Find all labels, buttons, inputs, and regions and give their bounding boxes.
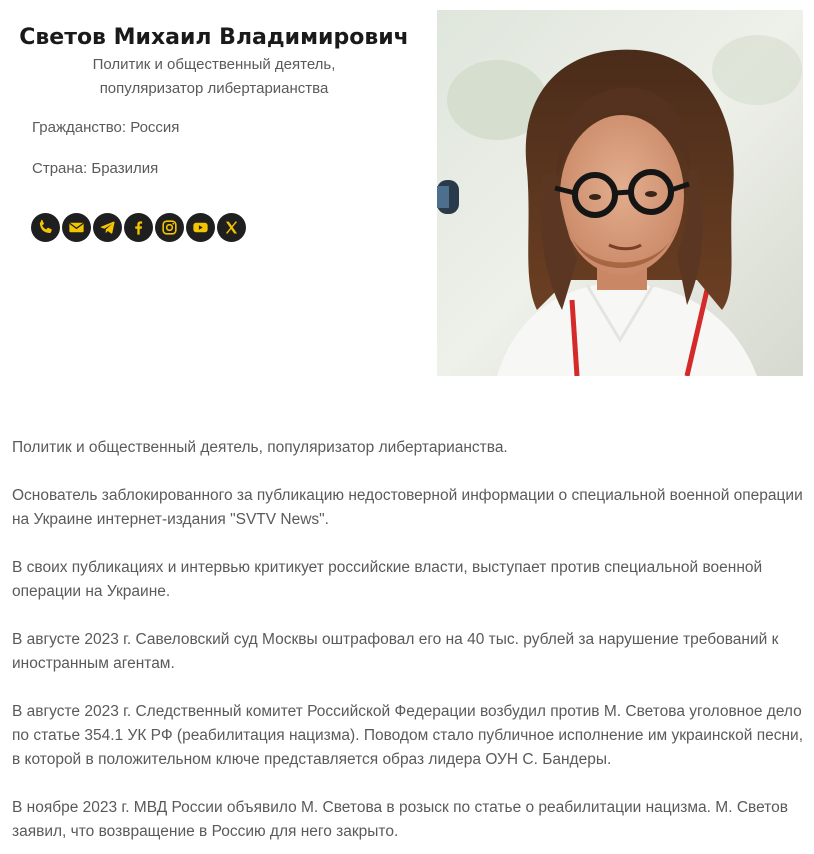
- bio-paragraph: В августе 2023 г. Следственный комитет Российской Федерации возбудил против М. Светова уголовное дело по статье 354.1 УК РФ (реабилитация нацизма). Поводом стало публичное исполнение им украинской песни, в которой в положительном ключе представляется образ лидера ОУН С. Бандеры.: [12, 703, 804, 768]
- youtube-icon: [191, 218, 210, 237]
- email-link[interactable]: [62, 213, 91, 242]
- bio-paragraph: В ноябре 2023 г. МВД России объявило М. Светова в розыск по статье о реабилитации нацизма. М. Светов заявил, что возвращение в Россию для него закрыто.: [12, 799, 788, 840]
- telegram-icon: [98, 218, 117, 237]
- person-name: Светов Михаил Владимирович: [19, 24, 409, 50]
- biography: [12, 436, 812, 854]
- portrait-illustration: [437, 10, 803, 376]
- bio-paragraph: В своих публикациях и интервью критикует российские власти, выступает против специальной военной операции на Украине.: [12, 559, 763, 600]
- instagram-icon: [160, 218, 179, 237]
- subtitle-line: Политик и общественный деятель,: [92, 56, 336, 73]
- country-field: Страна: Бразилия: [32, 160, 159, 177]
- x-link[interactable]: [217, 213, 246, 242]
- bio-paragraph: В августе 2023 г. Савеловский суд Москвы оштрафовал его на 40 тыс. рублей за нарушение требований к иностранным агентам.: [12, 631, 779, 672]
- phone-icon: [36, 218, 55, 237]
- phone-link[interactable]: [31, 213, 60, 242]
- subtitle-line: популяризатор либертарианства: [99, 80, 329, 97]
- social-links: [31, 213, 246, 242]
- x-icon: [222, 218, 241, 237]
- email-icon: [67, 218, 86, 237]
- telegram-link[interactable]: [93, 213, 122, 242]
- facebook-icon: [129, 218, 148, 237]
- bio-paragraph: Политик и общественный деятель, популяризатор либертарианства.: [12, 439, 508, 456]
- instagram-link[interactable]: [155, 213, 184, 242]
- person-subtitle: [0, 53, 428, 101]
- bio-paragraph: Основатель заблокированного за публикацию недостоверной информации о специальной военной операции на Украине интернет-издания "SVTV News".: [12, 487, 803, 528]
- citizenship-field: Гражданство: Россия: [32, 119, 180, 136]
- portrait-photo: [437, 10, 803, 376]
- facebook-link[interactable]: [124, 213, 153, 242]
- youtube-link[interactable]: [186, 213, 215, 242]
